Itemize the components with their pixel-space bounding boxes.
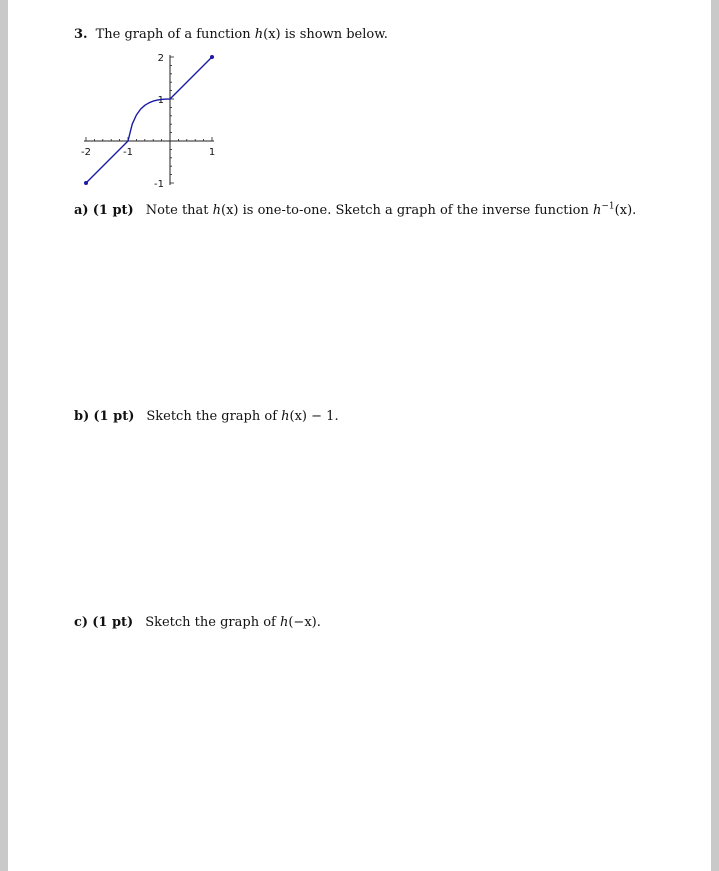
- y-tick-label: 1: [157, 95, 164, 106]
- question-arg: (x): [263, 27, 281, 42]
- question-text-post: is shown below.: [280, 27, 388, 42]
- x-tick-label: 1: [208, 147, 216, 158]
- question-text-pre: The graph of a function: [95, 27, 255, 42]
- question-header: [74, 27, 388, 43]
- part-c-fn: h: [279, 615, 289, 630]
- graph-curve: [84, 55, 214, 185]
- part-a-points: (1 pt): [92, 203, 134, 218]
- part-c-text-post: .: [316, 615, 321, 630]
- endpoint-dot: [84, 181, 88, 185]
- part-a-arg: (x): [221, 203, 239, 218]
- part-a-fn: h: [212, 203, 222, 218]
- question-number: 3.: [74, 27, 88, 42]
- part-c-arg: (−x): [288, 615, 317, 630]
- question-fn: h: [254, 27, 264, 42]
- part-a-text-pre: Note that: [145, 203, 213, 218]
- series-line-h: [86, 57, 212, 183]
- y-tick-label: 2: [157, 53, 164, 64]
- part-c-points: (1 pt): [92, 615, 134, 630]
- part-b-points: (1 pt): [93, 409, 135, 424]
- part-a-sup: −1: [601, 201, 615, 212]
- part-b-arg: (x): [289, 409, 308, 424]
- part-a-text-mid: is one-to-one. Sketch a graph of the inverse function: [238, 203, 594, 218]
- x-tick-label: -2: [81, 147, 91, 158]
- y-tick-label: -1: [154, 179, 164, 190]
- part-b-fn: h: [281, 409, 290, 424]
- function-graph: [78, 45, 238, 195]
- part-b-label: b): [74, 409, 90, 424]
- part-b-text-post: − 1.: [307, 409, 339, 424]
- part-c: [74, 615, 321, 631]
- part-a: [74, 203, 636, 219]
- document-page: [8, 0, 711, 871]
- part-a-arg2: (x): [614, 203, 633, 218]
- x-tick-label: -1: [123, 147, 133, 158]
- part-b: [74, 409, 339, 425]
- endpoint-dot: [210, 55, 214, 59]
- part-b-text-pre: Sketch the graph of: [146, 409, 282, 424]
- part-a-text-post: .: [632, 203, 637, 218]
- part-c-label: c): [74, 615, 89, 630]
- part-a-fn2: h: [593, 203, 602, 218]
- part-c-text-pre: Sketch the graph of: [145, 615, 280, 630]
- part-a-label: a): [74, 203, 89, 218]
